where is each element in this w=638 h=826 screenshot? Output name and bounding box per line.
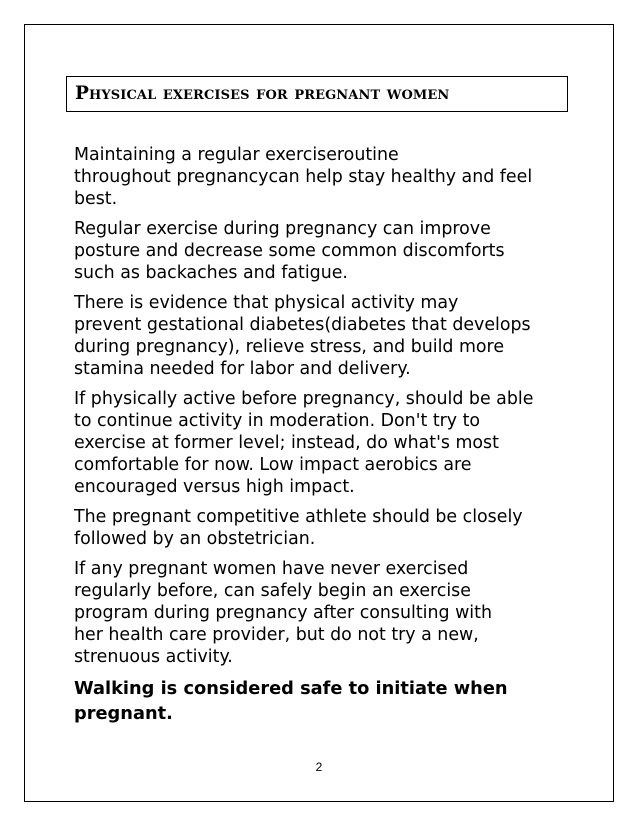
- paragraph-line: If physically active before pregnancy, should be able: [74, 389, 534, 409]
- paragraph-line: Walking is considered safe to initiate when: [74, 678, 508, 699]
- paragraph-line: Regular exercise during pregnancy can improve: [74, 219, 491, 239]
- paragraph-line: to continue activity in moderation. Don't try to: [74, 411, 481, 431]
- paragraph-line: The pregnant competitive athlete should be closely: [74, 507, 523, 527]
- paragraph-line: encouraged versus high impact.: [74, 477, 355, 497]
- paragraph-line: program during pregnancy after consulting with: [74, 603, 492, 623]
- paragraph-line: comfortable for now. Low impact aerobics are: [74, 455, 472, 475]
- paragraph-line: her health care provider, but do not try a new,: [74, 625, 479, 645]
- paragraph-line: during pregnancy), relieve stress, and build more: [74, 337, 505, 357]
- paragraph-line: Maintaining a regular exerciseroutine: [74, 145, 399, 165]
- paragraph-line: exercise at former level; instead, do what's most: [74, 433, 499, 453]
- paragraph-line: pregnant.: [74, 703, 173, 724]
- paragraph-walking-highlight: [74, 676, 574, 726]
- paragraph-line: stamina needed for labor and delivery.: [74, 359, 411, 379]
- page-number: 2: [315, 760, 323, 774]
- document-body: [74, 144, 574, 734]
- paragraph-posture: [74, 218, 574, 284]
- paragraph-line: regularly before, can safely begin an exercise: [74, 581, 471, 601]
- title-box: [66, 76, 568, 112]
- page-title: Physical exercises for pregnant women: [75, 82, 450, 104]
- paragraph-new-exercisers: [74, 558, 574, 668]
- paragraph-line: best.: [74, 189, 118, 209]
- paragraph-gestational-diabetes: [74, 292, 574, 380]
- paragraph-line: posture and decrease some common discomforts: [74, 241, 505, 261]
- paragraph-moderation: [74, 388, 574, 498]
- paragraph-exercise-routine: [74, 144, 574, 210]
- paragraph-line: strenuous activity.: [74, 647, 233, 667]
- paragraph-line: If any pregnant women have never exercised: [74, 559, 469, 579]
- paragraph-athlete: [74, 506, 574, 550]
- paragraph-line: There is evidence that physical activity may: [74, 293, 459, 313]
- paragraph-line: such as backaches and fatigue.: [74, 263, 348, 283]
- paragraph-line: followed by an obstetrician.: [74, 529, 316, 549]
- paragraph-line: throughout pregnancycan help stay healthy and feel: [74, 167, 533, 187]
- paragraph-line: prevent gestational diabetes(diabetes that develops: [74, 315, 531, 335]
